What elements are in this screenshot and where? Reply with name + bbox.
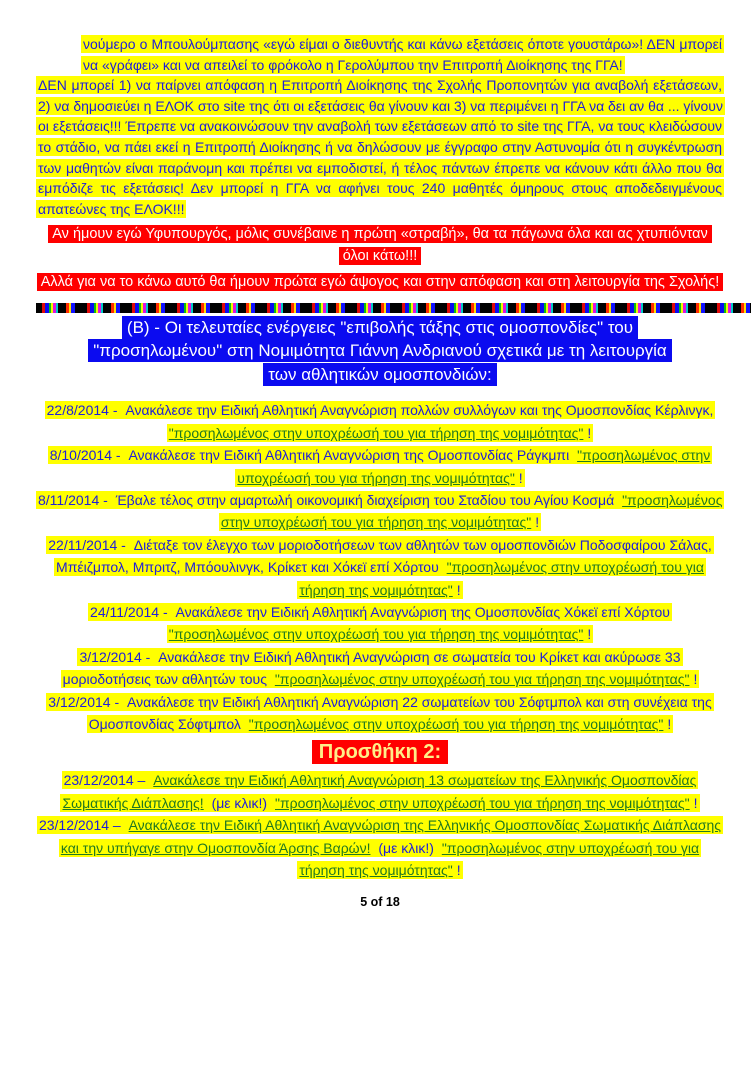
timeline-entry	[36, 534, 724, 601]
entry-text: !	[456, 581, 461, 598]
timeline-entry	[36, 691, 724, 736]
entry-text: Ανακάλεσε την Ειδική Αθλητική Αναγνώριση πολλών συλλόγων και της Ομοσπονδίας Κέρλινγκ,	[125, 402, 714, 419]
entry-link[interactable]: "προσηλωμένος στην υποχρέωσή του για τήρηση της νομιμότητας"	[299, 839, 700, 879]
entry-link[interactable]: "προσηλωμένος στην υποχρέωσή του για τήρηση της νομιμότητας"	[248, 716, 664, 733]
timeline-entry	[36, 646, 724, 691]
entry-text: Ανακάλεσε την Ειδική Αθλητική Αναγνώριση της Ομοσπονδίας Χόκεϊ επί Χόρτου	[175, 604, 670, 620]
timeline-entry	[36, 601, 724, 646]
entry-text: Ανακάλεσε την Ειδική Αθλητική Αναγνώριση 22 σωματείων του Σόφτμπολ και στη συνέχεια της Ομοσπονδίας Σόφτμπολ	[88, 693, 712, 733]
timeline-entry	[36, 769, 724, 814]
entry-link[interactable]: "προσηλωμένος στην υποχρέωσή του για τήρηση της νομιμότητας"	[275, 794, 690, 811]
entry-link[interactable]: "προσηλωμένος στην υποχρέωσή του για τήρηση της νομιμότητας"	[299, 559, 704, 598]
entry-text: (με κλικ!)	[207, 794, 271, 811]
highlighted-text: ΔΕΝ μπορεί 1) να παίρνει απόφαση η Επιτροπή Διοίκησης της Σχολής Προπονητών για αναβολή εξετάσεων, 2) να δημοσιεύει η ΕΛΟΚ στο site της ότι οι εξετάσεις θα γίνουν και 3) να περιμένει η ΓΓΑ να δει αν θα ... γίνουν οι εξετάσεις!!! Έπρεπε να ανακοινώσουν την αναβολή των εξετάσεων από το site της ΓΓΑ, να τους κλειδώσουν το στάδιο, να πάει εκεί η Επιτροπή Διοίκησης ή να δηλώσουν με έγγραφο στην Αστυνομία ότι η συγκέντρωση των μαθητών είναι παράνομη και πρέπει να εμποδιστεί, ή τέλος πάντων έπρεπε να κάνουν κάτι άλλο που θα εμπόδιζε τις εξετάσεις! Δεν μπορεί η ΓΓΑ να αφήνει τους 240 μαθητές όμηρους στους αποδεδειγμένους απατεώνες της ΕΛΟΚ!!!	[38, 77, 723, 217]
entry-date: 23/12/2014 –	[38, 817, 125, 834]
entry-date: 3/12/2014 -	[79, 648, 155, 665]
entry-link[interactable]: "προσηλωμένος στην υποχρέωσή του για τήρηση της νομιμότητας"	[274, 671, 690, 688]
entry-link[interactable]: Ανακάλεσε την Ειδική Αθλητική Αναγνώριση της Ελληνικής Ομοσπονδίας Σωματικής Διάπλασης και την υπήγαγε στην Ομοσπονδία Άρσης Βαρών!	[60, 817, 722, 856]
intro-section	[36, 34, 724, 294]
entry-link[interactable]: "προσηλωμένος στην υποχρέωσή του για τήρηση της νομιμότητας"	[237, 447, 711, 486]
section-header: (Β) - Οι τελευταίες ενέργειες "επιβολής τάξης στις ομοσπονδίες" του "προσηλωμένου" στη Νομιμότητα Γιάννη Ανδριανού σχετικά με τη λειτουργία των αθλητικών ομοσπονδιών:	[88, 316, 672, 386]
intro-paragraph	[36, 75, 724, 219]
entry-text: !	[693, 671, 698, 688]
entry-text: Ανακάλεσε την Ειδική Αθλητική Αναγνώριση σε σωματεία του Κρίκετ και ακύρωσε 33 μοριοδοτήσεις των αθλητών τους	[62, 648, 681, 688]
addendum-wrap	[36, 739, 724, 766]
entry-date: 22/8/2014 -	[46, 402, 122, 419]
entry-date: 3/12/2014 -	[48, 693, 124, 710]
entry-date: 23/12/2014 –	[63, 772, 150, 789]
timeline-after-section	[36, 769, 724, 881]
section-header-wrap	[36, 316, 724, 387]
entry-text: (με κλικ!)	[374, 839, 438, 856]
page-number: 5 of 18	[360, 895, 400, 910]
emphasis-paragraph	[36, 224, 724, 267]
addendum-label: Προσθήκη 2:	[312, 740, 448, 764]
entry-link[interactable]: Ανακάλεσε την Ειδική Αθλητική Αναγνώριση 13 σωματείων της Ελληνικής Ομοσπονδίας Σωματικής Διάπλασης!	[62, 772, 697, 811]
highlighted-text: Αλλά για να το κάνω αυτό θα ήμουν πρώτα εγώ άψογος και στην απόφαση και στη λειτουργία της Σχολής!	[37, 273, 724, 291]
entry-text: !	[518, 469, 523, 486]
timeline-entry	[36, 399, 724, 444]
entry-date: 8/10/2014 -	[49, 447, 125, 464]
entry-link[interactable]: "προσηλωμένος στην υποχρέωσή του για τήρηση της νομιμότητας"	[168, 424, 584, 441]
emphasis-paragraph	[36, 272, 724, 294]
entry-text: Έβαλε τέλος στην αμαρτωλή οικονομική διαχείριση του Σταδίου του Αγίου Κοσμά	[115, 491, 619, 508]
entry-text: !	[667, 716, 672, 733]
entry-text: !	[693, 794, 698, 811]
timeline-entry	[36, 814, 724, 881]
timeline-section	[36, 399, 724, 735]
intro-paragraph	[36, 34, 724, 75]
entry-text: !	[456, 862, 461, 879]
entry-text: !	[587, 424, 592, 441]
entry-text: !	[587, 626, 592, 643]
entry-link[interactable]: "προσηλωμένος στην υποχρέωσή του για τήρηση της νομιμότητας"	[220, 491, 723, 531]
timeline-entry	[36, 444, 724, 489]
entry-date: 24/11/2014 -	[90, 604, 172, 620]
entry-date: 8/11/2014 -	[38, 491, 112, 508]
entry-text: Ανακάλεσε την Ειδική Αθλητική Αναγνώριση της Ομοσπονδίας Ράγκμπι	[128, 447, 574, 464]
timeline-entry	[36, 489, 724, 534]
entry-text: Διέταξε τον έλεγχο των μοριοδοτήσεων των αθλητών των ομοσπονδιών Ποδοσφαίρου Σάλας, Μπέιζμπολ, Μπριτζ, Μπόουλινγκ, Κρίκετ και Χόκεϊ επί Χόρτου	[56, 536, 712, 576]
entry-link[interactable]: "προσηλωμένος στην υποχρέωσή του για τήρηση της νομιμότητας"	[168, 626, 584, 643]
highlighted-text: Αν ήμουν εγώ Υφυπουργός, μόλις συνέβαινε η πρώτη «στραβή», θα τα πάγωνα όλα και ας χτυπιόνταν όλοι κάτω!!!	[48, 225, 711, 265]
rainbow-divider	[36, 303, 751, 313]
highlighted-text: νούμερο ο Μπουλούμπασης «εγώ είμαι ο διεθυντής και κάνω εξετάσεις όποτε γουστάρω»! ΔΕΝ μπορεί να «γράφει» και να απειλεί το φρόκολο η Γερολύμπου την Επιτροπή Διοίκησης της ΓΓΑ!	[83, 36, 722, 73]
entry-text: !	[535, 514, 540, 531]
entry-date: 22/11/2014 -	[48, 536, 130, 553]
